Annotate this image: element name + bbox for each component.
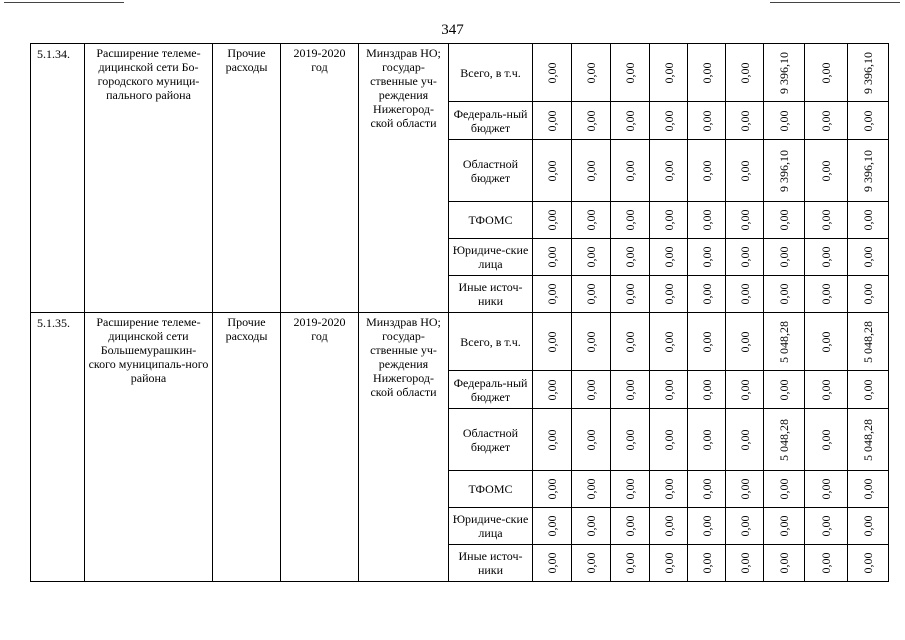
value-text: 5 048,28 xyxy=(861,418,875,461)
value-cell xyxy=(805,44,848,102)
value-text: 5 048,28 xyxy=(777,320,791,363)
value-cell xyxy=(650,409,688,471)
expense-type: Прочие расходы xyxy=(213,44,281,313)
value-text: 0,00 xyxy=(699,209,714,231)
value-cell xyxy=(764,44,805,102)
value-text: 0,00 xyxy=(777,283,791,305)
value-text: 0,00 xyxy=(819,246,833,268)
value-text: 0,00 xyxy=(584,429,598,450)
value-text: 0,00 xyxy=(623,429,637,450)
value-text: 0,00 xyxy=(545,331,559,352)
value-cell xyxy=(764,545,805,582)
value-text: 0,00 xyxy=(699,246,714,268)
value-cell xyxy=(650,239,688,276)
value-text: 0,00 xyxy=(545,515,559,537)
value-cell xyxy=(726,313,764,371)
value-cell xyxy=(611,102,650,140)
value-text: 0,00 xyxy=(699,160,714,181)
value-cell xyxy=(572,276,611,313)
value-cell xyxy=(848,276,889,313)
value-text: 0,00 xyxy=(819,379,833,400)
funding-source-label: Областной бюджет xyxy=(449,140,533,202)
value-text: 0,00 xyxy=(584,283,598,305)
funding-source-label: ТФОМС xyxy=(449,471,533,508)
value-cell xyxy=(688,508,726,545)
value-cell xyxy=(726,371,764,409)
value-cell xyxy=(650,102,688,140)
value-cell xyxy=(650,313,688,371)
value-text: 0,00 xyxy=(861,379,875,400)
value-cell xyxy=(805,202,848,239)
value-cell xyxy=(764,140,805,202)
value-cell xyxy=(572,44,611,102)
value-cell xyxy=(611,44,650,102)
value-cell xyxy=(533,102,572,140)
expense-type: Прочие расходы xyxy=(213,313,281,582)
funding-table xyxy=(30,43,889,582)
value-text: 0,00 xyxy=(819,429,833,450)
value-cell xyxy=(848,471,889,508)
value-text: 0,00 xyxy=(661,515,676,537)
value-text: 0,00 xyxy=(661,110,676,131)
value-cell xyxy=(848,508,889,545)
funding-source-label: Юридиче-ские лица xyxy=(449,239,533,276)
value-text: 0,00 xyxy=(777,246,791,268)
value-text: 0,00 xyxy=(584,331,598,352)
item-name: Расширение телеме-дицинской сети Большемурашкин-ского муниципаль-ного района xyxy=(85,313,213,582)
value-text: 0,00 xyxy=(737,331,752,352)
value-text: 0,00 xyxy=(661,379,676,400)
value-text: 0,00 xyxy=(661,209,676,231)
funding-source-label: Иные источ-ники xyxy=(449,276,533,313)
value-text: 0,00 xyxy=(737,209,752,231)
value-text: 0,00 xyxy=(737,283,752,305)
value-text: 0,00 xyxy=(623,515,637,537)
value-text: 0,00 xyxy=(545,110,559,131)
value-cell xyxy=(764,102,805,140)
value-cell xyxy=(805,313,848,371)
value-cell xyxy=(533,44,572,102)
value-text: 9 396,10 xyxy=(861,149,875,192)
value-cell xyxy=(848,202,889,239)
value-text: 0,00 xyxy=(861,478,875,500)
funding-source-label: Федераль-ный бюджет xyxy=(449,102,533,140)
value-cell xyxy=(726,545,764,582)
value-text: 0,00 xyxy=(777,515,791,537)
value-text: 0,00 xyxy=(623,62,637,83)
value-text: 0,00 xyxy=(699,478,714,500)
funding-source-label: Федераль-ный бюджет xyxy=(449,371,533,409)
value-text: 0,00 xyxy=(623,110,637,131)
executor: Минздрав НО; государ-ственные уч-реждения Нижегород-ской области xyxy=(359,313,449,582)
value-text: 0,00 xyxy=(584,552,598,574)
value-cell xyxy=(726,508,764,545)
value-cell xyxy=(805,276,848,313)
value-cell xyxy=(572,409,611,471)
funding-source-label: Иные источ-ники xyxy=(449,545,533,582)
value-cell xyxy=(533,409,572,471)
value-text: 0,00 xyxy=(737,379,752,400)
value-cell xyxy=(726,102,764,140)
value-cell xyxy=(726,409,764,471)
value-text: 0,00 xyxy=(699,62,714,83)
value-cell xyxy=(726,239,764,276)
value-text: 0,00 xyxy=(584,209,598,231)
table-body xyxy=(31,44,889,582)
value-cell xyxy=(848,239,889,276)
value-text: 0,00 xyxy=(861,209,875,231)
value-cell xyxy=(533,471,572,508)
value-text: 0,00 xyxy=(699,331,714,352)
value-text: 0,00 xyxy=(819,110,833,131)
value-cell xyxy=(611,545,650,582)
executor: Минздрав НО; государ-ственные уч-реждения Нижегород-ской области xyxy=(359,44,449,313)
value-text: 0,00 xyxy=(861,283,875,305)
period: 2019-2020 год xyxy=(281,313,359,582)
value-text: 0,00 xyxy=(623,552,637,574)
value-cell xyxy=(650,202,688,239)
value-text: 0,00 xyxy=(545,478,559,500)
value-cell xyxy=(533,239,572,276)
item-code: 5.1.35. xyxy=(31,313,85,582)
value-text: 0,00 xyxy=(545,283,559,305)
value-text: 0,00 xyxy=(584,478,598,500)
value-cell xyxy=(764,508,805,545)
value-cell xyxy=(805,102,848,140)
value-cell xyxy=(848,140,889,202)
value-cell xyxy=(611,471,650,508)
value-text: 0,00 xyxy=(699,379,714,400)
value-cell xyxy=(764,276,805,313)
value-cell xyxy=(611,313,650,371)
value-cell xyxy=(611,371,650,409)
value-cell xyxy=(848,545,889,582)
value-cell xyxy=(611,239,650,276)
value-text: 0,00 xyxy=(584,62,598,83)
value-text: 0,00 xyxy=(545,209,559,231)
value-text: 0,00 xyxy=(545,379,559,400)
table-row xyxy=(31,313,889,371)
value-text: 5 048,28 xyxy=(861,320,875,363)
value-cell xyxy=(533,313,572,371)
value-text: 9 396,10 xyxy=(861,51,875,94)
value-cell xyxy=(688,371,726,409)
value-cell xyxy=(533,508,572,545)
value-text: 0,00 xyxy=(623,283,637,305)
value-text: 0,00 xyxy=(777,209,791,231)
value-text: 0,00 xyxy=(545,246,559,268)
value-text: 0,00 xyxy=(737,62,752,83)
value-cell xyxy=(572,545,611,582)
value-text: 0,00 xyxy=(777,478,791,500)
value-text: 0,00 xyxy=(819,478,833,500)
value-cell xyxy=(764,313,805,371)
value-text: 0,00 xyxy=(584,515,598,537)
value-text: 0,00 xyxy=(699,552,714,574)
value-text: 0,00 xyxy=(661,429,676,450)
value-cell xyxy=(726,140,764,202)
value-text: 0,00 xyxy=(819,209,833,231)
value-cell xyxy=(848,102,889,140)
value-cell xyxy=(688,44,726,102)
value-cell xyxy=(572,140,611,202)
value-cell xyxy=(805,409,848,471)
value-text: 0,00 xyxy=(545,160,559,181)
value-cell xyxy=(764,409,805,471)
value-text: 0,00 xyxy=(584,160,598,181)
value-text: 9 396,10 xyxy=(777,149,791,192)
value-text: 0,00 xyxy=(699,283,714,305)
value-text: 0,00 xyxy=(661,331,676,352)
value-text: 0,00 xyxy=(623,209,637,231)
value-cell xyxy=(688,471,726,508)
value-cell xyxy=(611,409,650,471)
value-text: 5 048,28 xyxy=(777,418,791,461)
value-cell xyxy=(805,239,848,276)
value-cell xyxy=(572,371,611,409)
funding-source-label: Всего, в т.ч. xyxy=(449,44,533,102)
value-cell xyxy=(688,239,726,276)
value-text: 0,00 xyxy=(623,331,637,352)
value-cell xyxy=(611,508,650,545)
value-cell xyxy=(572,102,611,140)
value-text: 0,00 xyxy=(737,552,752,574)
value-cell xyxy=(533,545,572,582)
value-cell xyxy=(726,202,764,239)
value-cell xyxy=(650,371,688,409)
value-cell xyxy=(764,202,805,239)
value-text: 0,00 xyxy=(819,283,833,305)
value-cell xyxy=(533,202,572,239)
value-text: 0,00 xyxy=(819,160,833,181)
value-text: 0,00 xyxy=(819,552,833,574)
top-left-rule xyxy=(4,2,124,3)
value-text: 0,00 xyxy=(584,110,598,131)
value-text: 0,00 xyxy=(737,160,752,181)
value-cell xyxy=(650,276,688,313)
item-code: 5.1.34. xyxy=(31,44,85,313)
value-cell xyxy=(533,276,572,313)
value-text: 0,00 xyxy=(819,62,833,83)
value-cell xyxy=(726,44,764,102)
page-number: 347 xyxy=(441,22,464,38)
value-text: 0,00 xyxy=(737,110,752,131)
value-text: 0,00 xyxy=(819,331,833,352)
value-text: 0,00 xyxy=(777,110,791,131)
value-text: 0,00 xyxy=(545,429,559,450)
value-cell xyxy=(764,239,805,276)
value-cell xyxy=(848,44,889,102)
value-cell xyxy=(650,471,688,508)
value-cell xyxy=(611,140,650,202)
value-cell xyxy=(572,508,611,545)
value-cell xyxy=(650,140,688,202)
value-cell xyxy=(650,508,688,545)
value-text: 0,00 xyxy=(584,379,598,400)
value-cell xyxy=(688,102,726,140)
value-cell xyxy=(805,471,848,508)
value-cell xyxy=(572,239,611,276)
value-text: 0,00 xyxy=(699,110,714,131)
value-text: 0,00 xyxy=(737,429,752,450)
value-cell xyxy=(572,313,611,371)
value-text: 0,00 xyxy=(699,515,714,537)
value-cell xyxy=(611,202,650,239)
value-cell xyxy=(688,276,726,313)
value-cell xyxy=(688,140,726,202)
value-text: 0,00 xyxy=(623,379,637,400)
value-text: 0,00 xyxy=(661,246,676,268)
value-text: 0,00 xyxy=(861,110,875,131)
value-cell xyxy=(764,471,805,508)
funding-source-label: Всего, в т.ч. xyxy=(449,313,533,371)
value-text: 0,00 xyxy=(777,379,791,400)
funding-source-label: ТФОМС xyxy=(449,202,533,239)
value-text: 0,00 xyxy=(861,515,875,537)
value-cell xyxy=(848,313,889,371)
value-cell xyxy=(650,44,688,102)
value-text: 0,00 xyxy=(623,478,637,500)
value-cell xyxy=(805,545,848,582)
value-cell xyxy=(572,202,611,239)
value-cell xyxy=(688,545,726,582)
value-cell xyxy=(764,371,805,409)
value-cell xyxy=(650,545,688,582)
value-text: 0,00 xyxy=(861,246,875,268)
value-text: 0,00 xyxy=(661,160,676,181)
value-cell xyxy=(572,471,611,508)
value-text: 0,00 xyxy=(623,160,637,181)
value-cell xyxy=(688,409,726,471)
value-text: 0,00 xyxy=(661,62,676,83)
value-text: 0,00 xyxy=(737,515,752,537)
value-text: 0,00 xyxy=(545,62,559,83)
funding-source-label: Областной бюджет xyxy=(449,409,533,471)
value-text: 0,00 xyxy=(737,478,752,500)
value-text: 0,00 xyxy=(699,429,714,450)
period: 2019-2020 год xyxy=(281,44,359,313)
value-cell xyxy=(533,140,572,202)
value-cell xyxy=(805,371,848,409)
value-cell xyxy=(805,140,848,202)
table-row xyxy=(31,44,889,102)
value-cell xyxy=(688,313,726,371)
value-cell xyxy=(848,371,889,409)
top-right-rule xyxy=(770,2,900,3)
value-text: 0,00 xyxy=(661,552,676,574)
value-cell xyxy=(726,276,764,313)
value-text: 0,00 xyxy=(584,246,598,268)
value-text: 0,00 xyxy=(661,283,676,305)
value-text: 0,00 xyxy=(861,552,875,574)
value-cell xyxy=(805,508,848,545)
value-text: 0,00 xyxy=(777,552,791,574)
value-text: 9 396,10 xyxy=(777,51,791,94)
value-text: 0,00 xyxy=(623,246,637,268)
value-text: 0,00 xyxy=(545,552,559,574)
value-cell xyxy=(611,276,650,313)
value-cell xyxy=(688,202,726,239)
item-name: Расширение телеме-дицинской сети Бо-городского муници-пального района xyxy=(85,44,213,313)
funding-source-label: Юридиче-ские лица xyxy=(449,508,533,545)
value-cell xyxy=(726,471,764,508)
value-text: 0,00 xyxy=(819,515,833,537)
value-cell xyxy=(848,409,889,471)
value-text: 0,00 xyxy=(737,246,752,268)
value-text: 0,00 xyxy=(661,478,676,500)
value-cell xyxy=(533,371,572,409)
